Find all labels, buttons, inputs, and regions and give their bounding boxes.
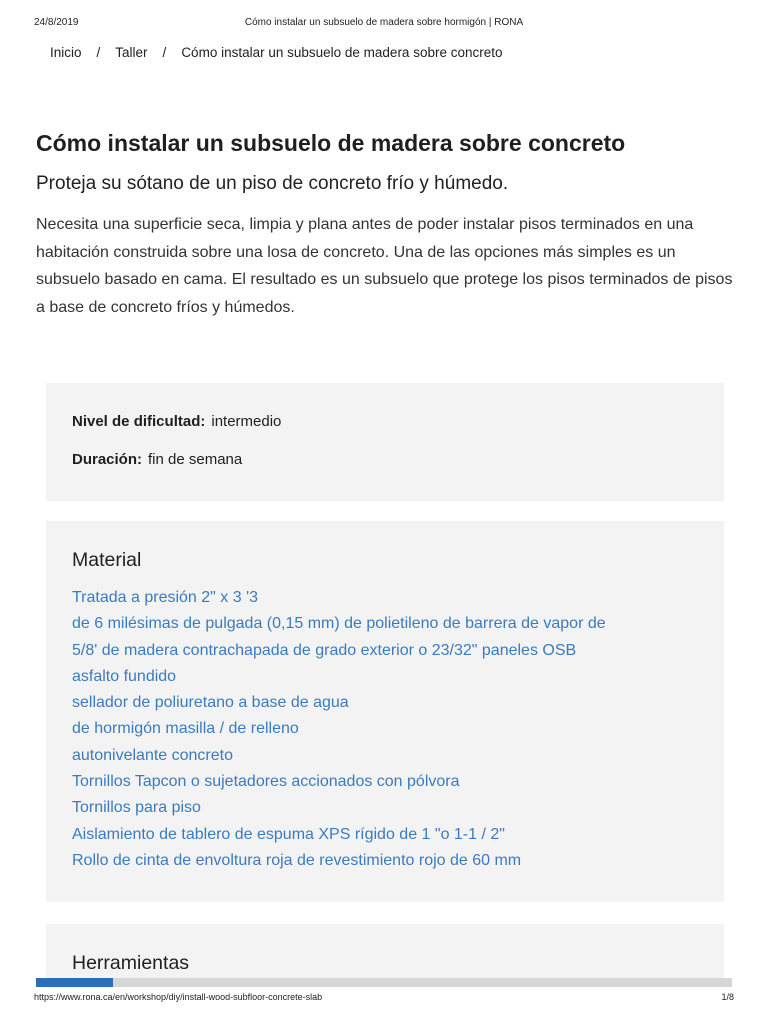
material-heading: Material: [72, 549, 142, 571]
material-item[interactable]: de hormigón masilla / de relleno: [72, 720, 299, 738]
breadcrumb-separator: /: [162, 45, 167, 60]
tools-heading: Herramientas: [72, 952, 190, 974]
breadcrumb-separator: /: [96, 45, 101, 60]
material-panel: [46, 521, 724, 902]
intro-paragraph: Necesita una superficie seca, limpia y plana antes de poder instalar pisos terminados en una habitación construida sobre una losa de concreto. Una de las opciones más simples es un subsuelo basado en cama. El resultado es un subsuelo que protege los pisos terminados de pisos a base de concreto fríos y húmedos.: [36, 216, 733, 316]
page-title: Cómo instalar un subsuelo de madera sobre concreto: [36, 130, 626, 156]
print-url: https://www.rona.ca/en/workshop/diy/install-wood-subfloor-concrete-slab: [34, 992, 323, 1002]
page-subtitle: Proteja su sótano de un piso de concreto frío y húmedo.: [36, 173, 509, 194]
difficulty-row: [72, 413, 281, 430]
material-item[interactable]: Tratada a presión 2" x 3 '3: [72, 589, 259, 606]
duration-row: [72, 451, 242, 468]
print-date: 24/8/2019: [34, 17, 79, 28]
print-page-number: 1/8: [721, 992, 734, 1002]
material-item[interactable]: Tornillos Tapcon o sujetadores accionados con pólvora: [72, 773, 460, 791]
material-item[interactable]: autonivelante concreto: [72, 746, 233, 764]
material-item[interactable]: asfalto fundido: [72, 667, 177, 685]
print-page-title: Cómo instalar un subsuelo de madera sobre hormigón | RONA: [244, 17, 524, 28]
material-item[interactable]: Aislamiento de tablero de espuma XPS rígido de 1 "o 1-1 / 2": [72, 825, 505, 843]
difficulty-label: Nivel de dificultad:: [72, 413, 206, 430]
breadcrumb: [50, 45, 503, 60]
material-item[interactable]: de 6 milésimas de pulgada (0,15 mm) de polietileno de barrera de vapor de: [72, 615, 606, 633]
breadcrumb-item-inicio[interactable]: Inicio: [50, 45, 82, 60]
material-item[interactable]: Tornillos para piso: [72, 799, 201, 817]
duration-value: fin de semana: [148, 451, 243, 468]
duration-label: Duración:: [72, 451, 143, 468]
breadcrumb-item-current: Cómo instalar un subsuelo de madera sobre concreto: [181, 45, 503, 60]
print-header: [0, 17, 768, 31]
material-item[interactable]: Rollo de cinta de envoltura roja de revestimiento rojo de 60 mm: [72, 851, 522, 869]
tools-panel: [46, 924, 724, 978]
reading-progress-fill: [36, 978, 113, 987]
breadcrumb-item-taller[interactable]: Taller: [115, 45, 148, 60]
reading-progress-bar: [36, 978, 732, 987]
material-item[interactable]: sellador de poliuretano a base de agua: [72, 694, 349, 712]
project-info-panel: [46, 383, 724, 501]
print-footer: [0, 992, 768, 1006]
material-list: [72, 585, 606, 874]
material-item[interactable]: 5/8' de madera contrachapada de grado exterior o 23/32" paneles OSB: [72, 641, 577, 659]
difficulty-value: intermedio: [211, 413, 282, 430]
